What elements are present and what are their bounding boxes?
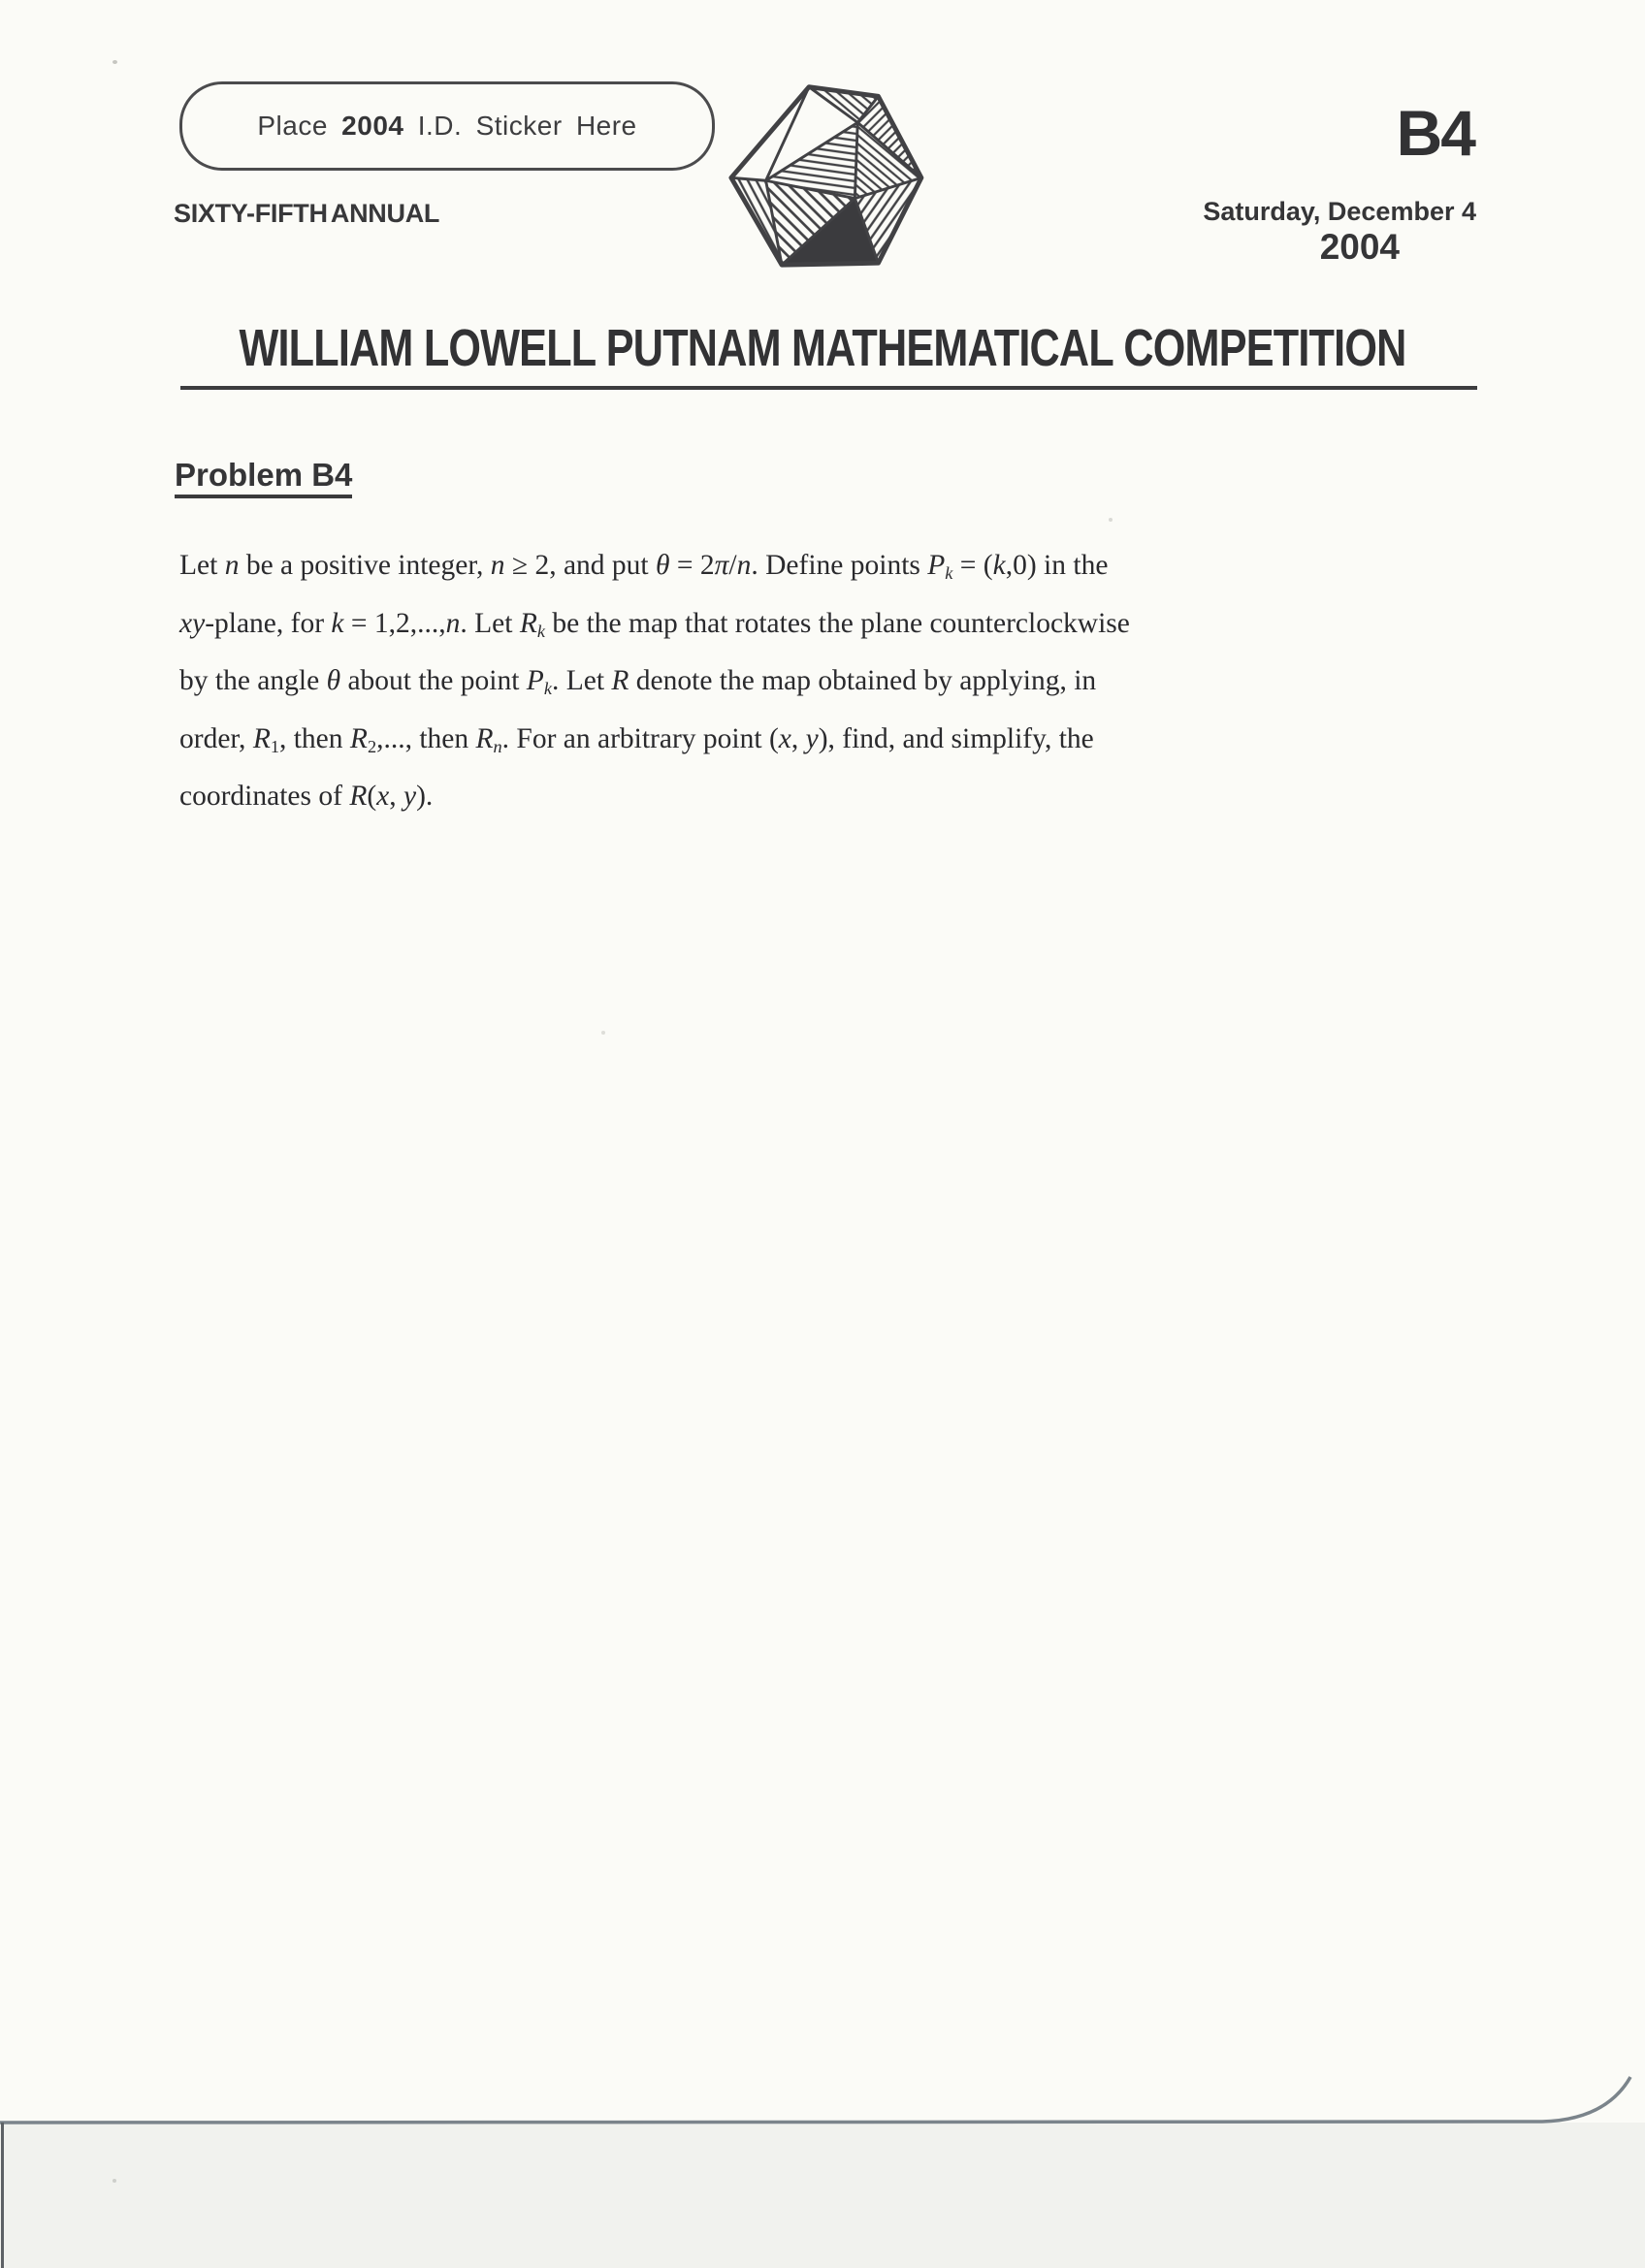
text-segment: = 1,2,..., [343,607,446,639]
text-segment: ( [367,781,377,813]
text-segment: denote the map obtained by applying, in [629,665,1097,697]
exam-year: 2004 [1319,227,1400,267]
text-segment: by the angle [179,665,327,697]
text-segment: k [331,607,344,639]
text-segment: . Let [551,665,612,697]
text-segment: order, [179,722,253,754]
annual-label: SIXTY-FIFTH ANNUAL [174,199,440,228]
text-segment: ,0) in the [1005,550,1109,581]
problem-statement [179,541,1372,822]
problem-code-label: B4 [1396,97,1474,169]
text-segment: y [805,722,819,754]
text-segment: . Let [460,607,520,639]
scan-speck [601,1031,605,1035]
text-segment: , then [278,722,350,754]
text-segment: π [714,550,729,581]
text-segment: / [728,550,737,581]
text-segment: ). [416,781,434,813]
text-segment: P [526,665,544,697]
text-segment: = 2 [669,550,715,581]
text-segment: R [349,722,368,754]
text-segment: R [252,722,271,754]
text-segment: n [490,550,505,581]
text-segment: 2 [367,736,377,756]
id-sticker-label [257,111,636,142]
text-segment: xy [179,607,206,639]
problem-heading: Problem B4 [175,458,352,498]
sticker-label-pre: Place [257,111,342,141]
page-edge-line [0,2065,1645,2153]
text-segment: about the point [340,665,527,697]
problem-text-line [179,715,1372,773]
text-segment: be the map that rotates the plane counterclockwise [545,607,1130,639]
text-segment: θ [656,550,670,581]
text-segment: n [224,550,240,581]
text-segment: k [945,563,953,584]
text-segment: y [403,781,417,813]
text-segment: P [927,550,946,581]
problem-text-line [179,656,1372,715]
exam-date: Saturday, December 4 [1203,197,1476,226]
id-sticker-box [179,81,715,171]
text-segment: . For an arbitrary point ( [501,722,779,754]
scan-speck [1109,518,1113,522]
text-segment: R [519,607,537,639]
problem-text-line [179,772,1372,822]
competition-title: WILLIAM LOWELL PUTNAM MATHEMATICAL COMPETITION [239,319,1406,377]
text-segment: 1 [270,736,279,756]
text-segment: θ [326,665,341,697]
text-segment: , [389,781,404,813]
scan-speck [113,2179,116,2183]
text-segment: R [475,722,494,754]
text-segment: = ( [952,550,993,581]
text-segment: Let [179,550,225,581]
problem-text-line [179,599,1372,657]
text-segment: k [543,679,552,699]
text-segment: R [611,665,629,697]
text-segment: ≥ 2, and put [504,550,656,581]
text-segment: x [778,722,791,754]
text-segment: n [493,736,502,756]
problem-text-line [179,541,1372,599]
text-segment: ,..., then [376,722,476,754]
text-segment: R [349,781,368,813]
text-segment: ), find, and simplify, the [818,722,1094,754]
sticker-label-year: 2004 [341,111,404,141]
text-segment: n [445,607,461,639]
icosahedron-logo-icon [723,78,924,270]
text-segment: k [536,621,545,641]
page-edge-left-line [1,2123,4,2268]
text-segment: -plane, for [205,607,332,639]
text-segment: be a positive integer, [239,550,491,581]
title-rule [180,386,1477,390]
sticker-label-post: I.D. Sticker Here [403,111,637,141]
text-segment: . Define points [751,550,928,581]
text-segment: , [790,722,806,754]
text-segment: n [736,550,752,581]
text-segment: k [992,550,1006,581]
text-segment: x [376,781,390,813]
text-segment: coordinates of [179,781,350,813]
scan-speck [113,60,117,64]
